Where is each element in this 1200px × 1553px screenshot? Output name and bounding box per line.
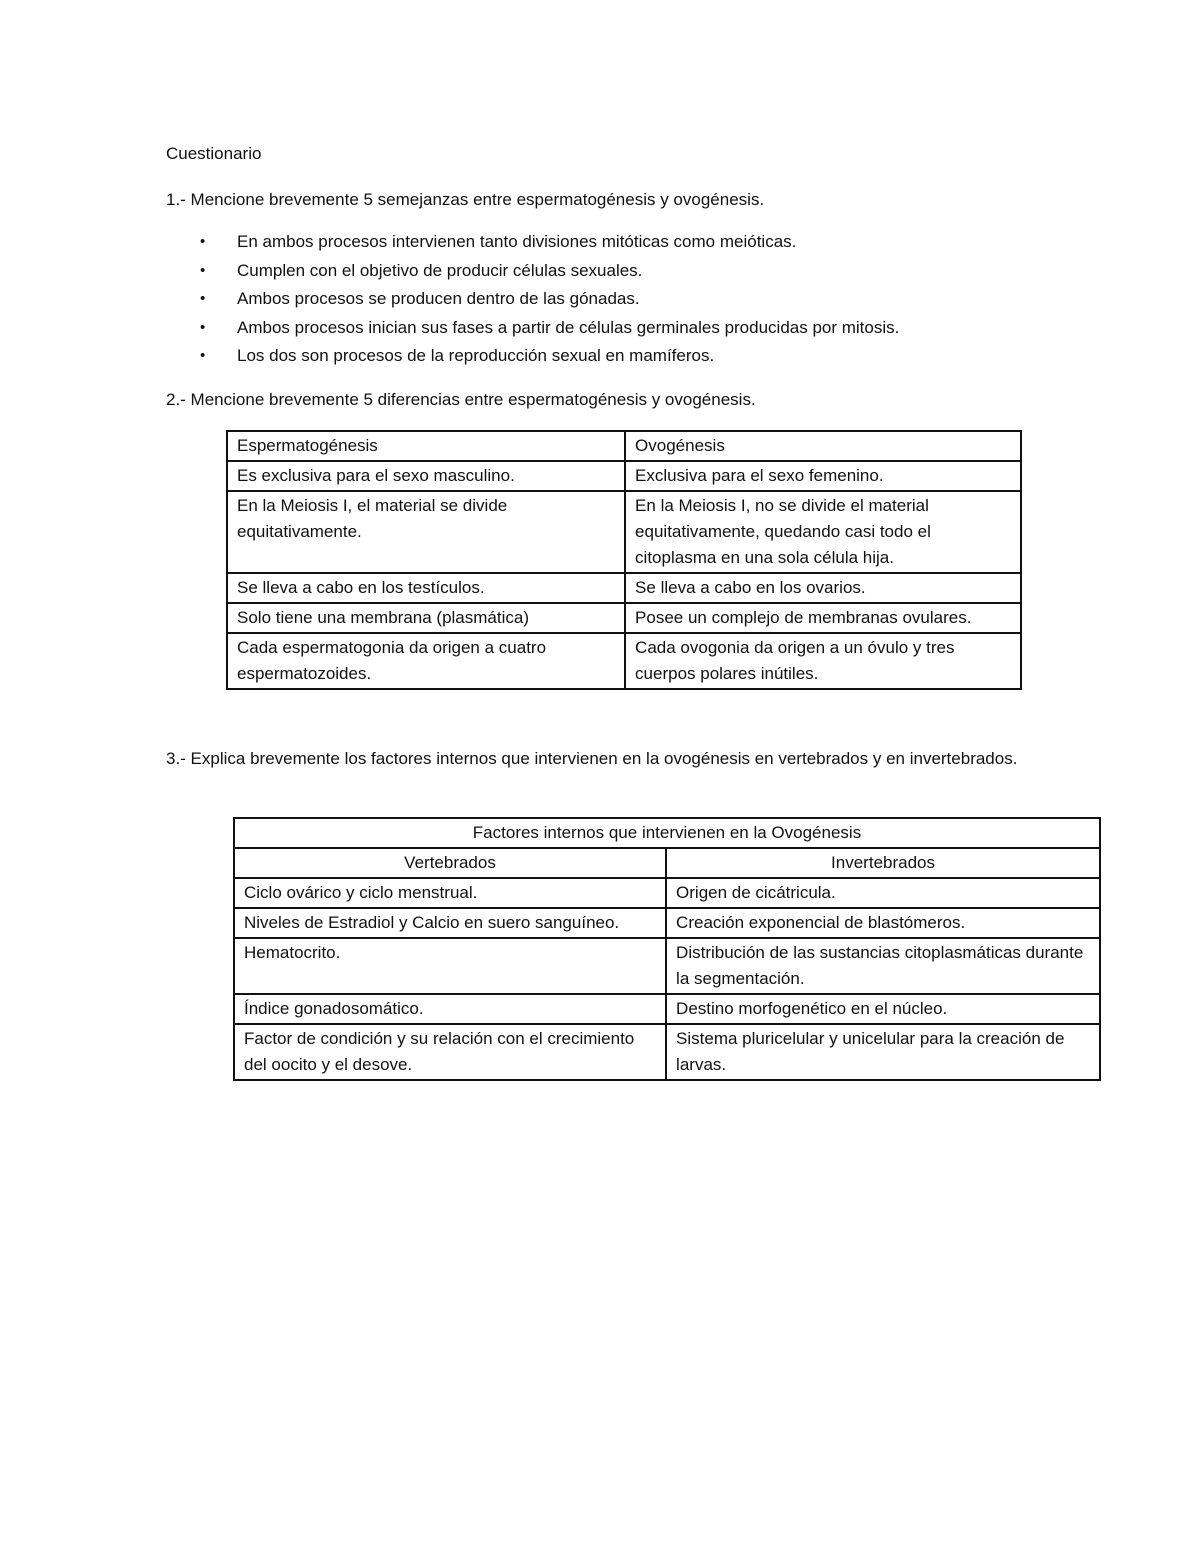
table-header-cell: Espermatogénesis <box>227 431 625 461</box>
list-item <box>166 257 1066 286</box>
table-header-cell: Ovogénesis <box>625 431 1021 461</box>
table-cell: Niveles de Estradiol y Calcio en suero sanguíneo. <box>234 908 666 938</box>
table-header-cell: Invertebrados <box>666 848 1100 878</box>
table-row <box>234 938 1100 994</box>
bullet-icon: • <box>200 290 206 307</box>
table-cell: Factor de condición y su relación con el crecimiento del oocito y el desove. <box>234 1024 666 1080</box>
bullet-icon: • <box>200 233 206 250</box>
table-row <box>227 633 1021 689</box>
table-cell: Creación exponencial de blastómeros. <box>666 908 1100 938</box>
list-item-text: Ambos procesos inician sus fases a partir de células germinales producidas por mitosis. <box>237 317 900 337</box>
question-2: 2.- Mencione brevemente 5 diferencias entre espermatogénesis y ovogénesis. <box>166 390 756 409</box>
list-item <box>166 228 1066 257</box>
table-cell: Sistema pluricelular y unicelular para la creación de larvas. <box>666 1024 1100 1080</box>
differences-table <box>226 430 1022 690</box>
table-caption-row <box>234 818 1100 848</box>
table-cell: Cada ovogonia da origen a un óvulo y tres cuerpos polares inútiles. <box>625 633 1021 689</box>
table-row <box>234 994 1100 1024</box>
table-row <box>234 878 1100 908</box>
table-cell: Distribución de las sustancias citoplasmáticas durante la segmentación. <box>666 938 1100 994</box>
table-cell: Se lleva a cabo en los testículos. <box>227 573 625 603</box>
table-cell: Solo tiene una membrana (plasmática) <box>227 603 625 633</box>
table-cell: Cada espermatogonia da origen a cuatro espermatozoides. <box>227 633 625 689</box>
list-item-text: Ambos procesos se producen dentro de las gónadas. <box>237 289 640 308</box>
document-title: Cuestionario <box>166 144 262 163</box>
table-row <box>227 603 1021 633</box>
similarities-list <box>166 228 1066 371</box>
question-1: 1.- Mencione brevemente 5 semejanzas entre espermatogénesis y ovogénesis. <box>166 190 765 209</box>
table-row <box>234 908 1100 938</box>
list-item <box>166 285 1066 314</box>
list-item <box>166 342 1066 371</box>
table-cell: Exclusiva para el sexo femenino. <box>625 461 1021 491</box>
bullet-icon: • <box>200 261 206 279</box>
list-item-text: En ambos procesos intervienen tanto divisiones mitóticas como meióticas. <box>237 232 797 251</box>
table-header-row <box>227 431 1021 461</box>
table-cell: Índice gonadosomático. <box>234 994 666 1024</box>
list-item-text: Los dos son procesos de la reproducción sexual en mamíferos. <box>237 346 715 365</box>
bullet-icon: • <box>200 347 206 364</box>
table-row <box>234 1024 1100 1080</box>
table-cell: Se lleva a cabo en los ovarios. <box>625 573 1021 603</box>
table-cell: Origen de cicátricula. <box>666 878 1100 908</box>
table-row <box>227 461 1021 491</box>
table-header-cell: Vertebrados <box>234 848 666 878</box>
table-row <box>227 573 1021 603</box>
table-cell: Es exclusiva para el sexo masculino. <box>227 461 625 491</box>
list-item-text: Cumplen con el objetivo de producir células sexuales. <box>237 260 643 280</box>
table-cell: Ciclo ovárico y ciclo menstrual. <box>234 878 666 908</box>
table-cell: En la Meiosis I, el material se divide equitativamente. <box>227 491 625 573</box>
list-item <box>166 314 1066 343</box>
table-cell: Posee un complejo de membranas ovulares. <box>625 603 1021 633</box>
table-cell: En la Meiosis I, no se divide el material equitativamente, quedando casi todo el citoplasma en una sola célula hija. <box>625 491 1021 573</box>
table-header-row <box>234 848 1100 878</box>
table-caption-cell: Factores internos que intervienen en la Ovogénesis <box>234 818 1100 848</box>
table-cell: Destino morfogenético en el núcleo. <box>666 994 1100 1024</box>
bullet-icon: • <box>200 318 206 336</box>
table-cell: Hematocrito. <box>234 938 666 994</box>
table-row <box>227 491 1021 573</box>
question-3: 3.- Explica brevemente los factores internos que intervienen en la ovogénesis en vertebrados y en invertebrados. <box>166 749 1018 768</box>
internal-factors-table <box>233 817 1101 1081</box>
